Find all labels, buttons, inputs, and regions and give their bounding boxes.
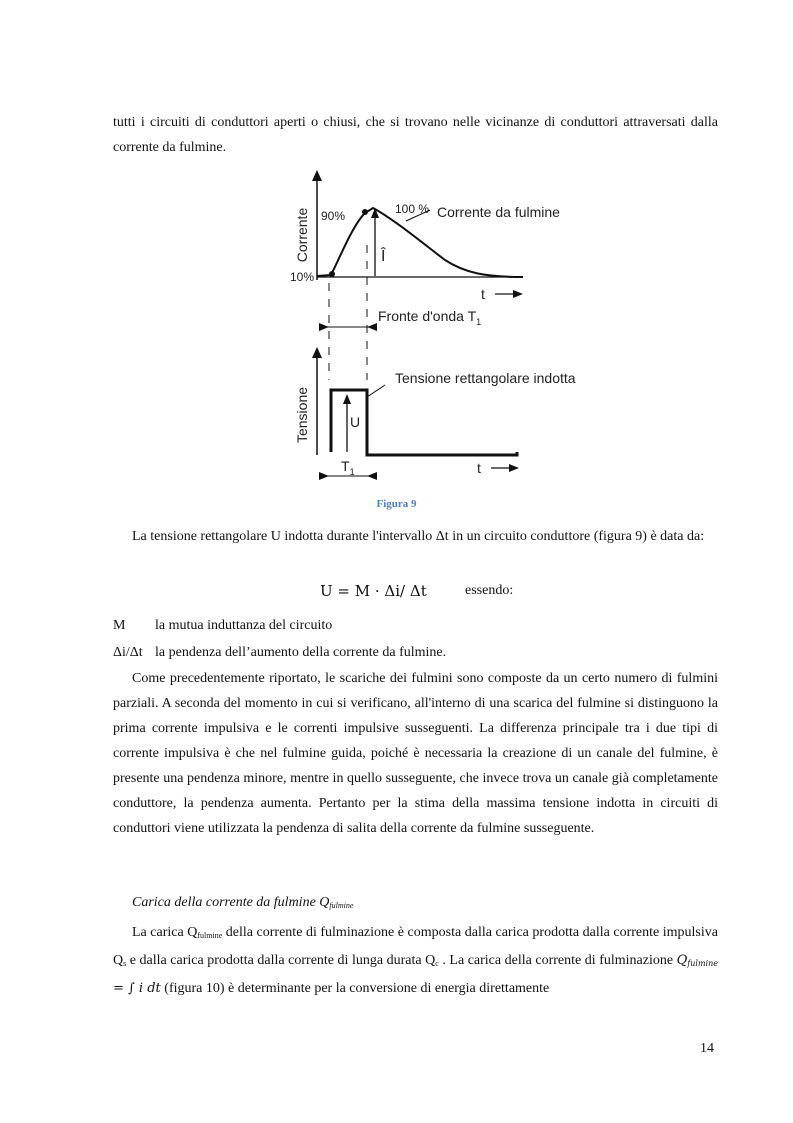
t1-arrow-right-icon — [367, 472, 377, 480]
paragraph-charge: La carica $Q_{fulmine}$ della corrente di fulminazione è composta dalla carica prodotta dalla corrente impulsiva $Q_s$ e dalla carica prodotta dalla corrente di lunga durata $Q_c$ . La carica della corrente di fulminazione $Q_{fulmine}$ = ∫ i dt (figura 10) è determinante per la conversione di energia direttamente — [113, 925, 718, 996]
peak-symbol: Î — [381, 248, 386, 265]
figure-caption: Figura 9 — [376, 498, 417, 510]
voltage-graph — [294, 347, 576, 480]
front-arrow-right-icon — [367, 323, 377, 331]
definition-text: la pendenza dell’aumento della corrente da fulmine. — [155, 645, 447, 660]
formula-suffix: essendo: — [465, 583, 514, 598]
voltage-y-arrow-icon — [312, 347, 322, 358]
current-y-arrow-icon — [312, 170, 322, 181]
formula-block — [320, 578, 514, 605]
voltage-time-arrow-icon — [509, 464, 519, 472]
current-time-label: t — [481, 286, 485, 302]
u-label: U — [350, 414, 361, 430]
definition-symbol: M — [113, 618, 126, 633]
charge-formula: $Q_{fulmine}$ = ∫ i dt — [113, 953, 718, 996]
paragraph-partial-lightning: Come precedentemente riportato, le scariche dei fulmini sono composte da un certo numero di fulmini parziali. A seconda del momento in cui si verificano, all'interno di una scarica del fulmine si distinguono la prima corrente impulsiva e le correnti impulsive susseguenti. La differenza principale tra i due tipi di corrente impulsiva è che nel fulmine guida, poiché è necessaria la creazione di un canale del fulmine, è presente una pendenza minore, mentre in quello susseguente, che invece trova un canale già completamente conduttore, la pendenza aumenta. Pertanto per la stima della massima tensione indotta in circuiti di conduttori viene utilizzata la pendenza di salita della corrente da fulmine susseguente. — [113, 671, 718, 836]
front-label: Fronte d'onda $T_1$ — [378, 308, 482, 327]
current-axis-label: Corrente — [294, 207, 310, 263]
label-10-percent: 10% — [290, 270, 315, 284]
front-arrow-left-icon — [319, 323, 329, 331]
definition-m — [113, 614, 332, 638]
figure-9-diagram — [285, 165, 576, 485]
pulse-label-leader — [367, 385, 385, 397]
u-arrow-icon — [343, 394, 351, 404]
definition-symbol: Δi/Δt — [113, 645, 143, 660]
current-curve-label: Corrente da fulmine — [437, 204, 560, 220]
t1-label: $T_1$ — [341, 458, 355, 477]
point-90-percent — [362, 209, 368, 215]
voltage-axis-label: Tensione — [294, 386, 310, 444]
point-10-percent — [329, 271, 335, 277]
intro-paragraph: tutti i circuiti di conduttori aperti o chiusi, che si trovano nelle vicinanze di conduttori attraversati dalla corrente da fulmine. — [113, 115, 718, 155]
definition-text: la mutua induttanza del circuito — [155, 618, 333, 633]
label-90-percent: 90% — [321, 209, 346, 223]
definition-slope — [113, 641, 446, 665]
pulse-label: Tensione rettangolare indotta — [395, 370, 576, 386]
current-graph — [290, 170, 560, 380]
t1-arrow-left-icon — [319, 472, 329, 480]
voltage-time-label: t — [477, 460, 481, 476]
formula-expression: U = M · Δi/ Δt — [320, 582, 427, 600]
section-title: Carica della corrente da fulmine $Q_{fulmine}$ — [132, 895, 354, 910]
page-number: 14 — [700, 1041, 714, 1056]
paragraph-voltage: La tensione rettangolare U indotta durante l'intervallo Δt in un circuito conduttore (figura 9) è data da: — [132, 529, 705, 544]
label-100-percent: 100 % — [395, 202, 430, 216]
time-arrow-icon — [513, 290, 523, 298]
